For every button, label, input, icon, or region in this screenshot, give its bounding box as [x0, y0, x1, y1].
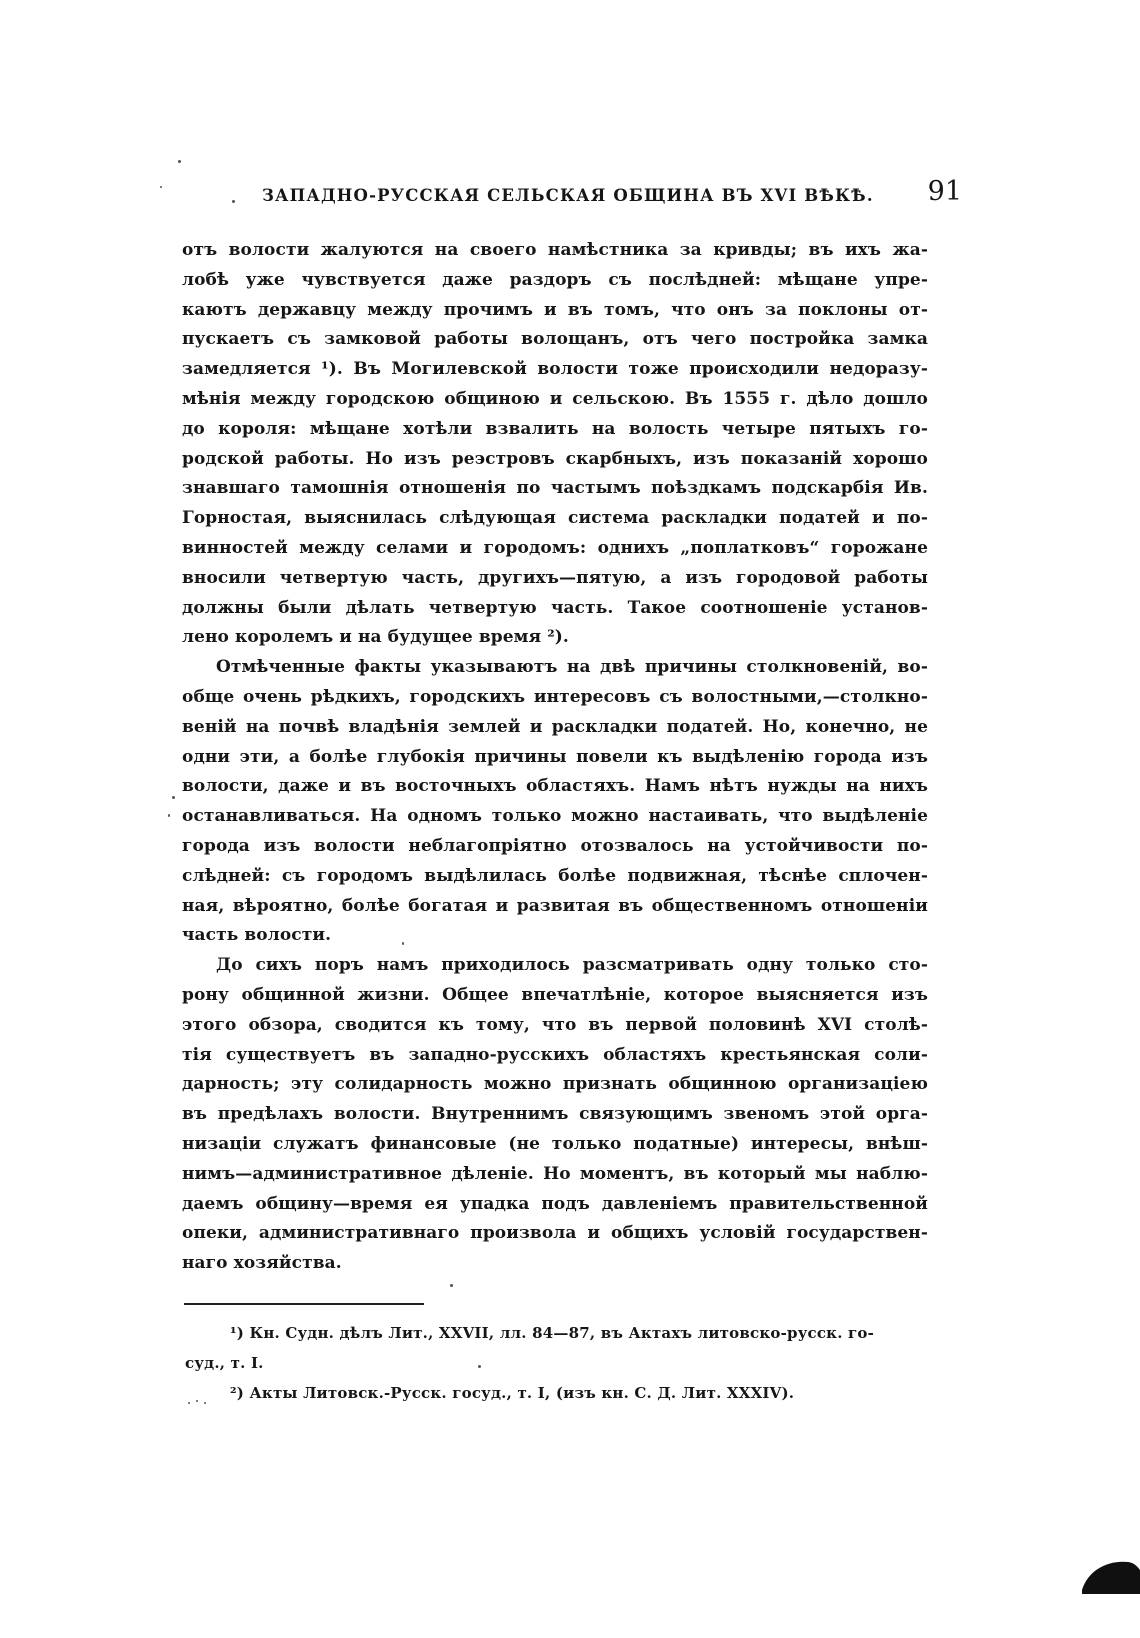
- text-line: родской работы. Но изъ реэстровъ скарбныхъ, изъ показаній хорошо: [182, 448, 928, 469]
- text-line: вносили четвертую часть, другихъ—пятую, а изъ городовой работы: [182, 567, 928, 588]
- text-line: отъ волости жалуются на своего намѣстника за кривды; въ ихъ жа-: [182, 240, 928, 260]
- text-line: мѣнія между городскою общиною и сельскою. Въ 1555 г. дѣло дошло: [182, 388, 928, 409]
- text-line: опеки, административнаго произвола и общихъ условій государствен-: [182, 1223, 928, 1244]
- text-line: дарность; эту солидарность можно признать общинною организаціею: [182, 1074, 928, 1095]
- text-line: Отмѣченные факты указываютъ на двѣ причины столкновеній, во-: [216, 657, 928, 678]
- text-line: волости, даже и въ восточныхъ областяхъ. Намъ нѣтъ нужды на нихъ: [182, 776, 928, 797]
- text-line: должны были дѣлать четвертую часть. Такое соотношеніе установ-: [182, 597, 928, 618]
- body-text: [182, 236, 928, 1279]
- text-line: каютъ державцу между прочимъ и въ томъ, что онъ за поклоны от-: [182, 299, 928, 320]
- text-line: лено королемъ и на будущее время ²).: [182, 627, 569, 648]
- text-line: останавливаться. На одномъ только можно настаивать, что выдѣленіе: [182, 806, 928, 827]
- text-line: города изъ волости неблагопріятно отозвалось на устойчивости по-: [182, 835, 928, 856]
- text-line: веній на почвѣ владѣнія землей и раскладки податей. Но, конечно, не: [182, 716, 928, 737]
- text-line: пускаетъ съ замковой работы волощанъ, отъ чего постройка замка: [182, 329, 928, 350]
- text-line: Горностая, выяснилась слѣдующая система раскладки податей и по-: [182, 508, 928, 529]
- text-line: часть волости.: [182, 925, 332, 946]
- text-line: наго хозяйства.: [182, 1253, 342, 1274]
- text-line: одни эти, а болѣе глубокія причины повели къ выдѣленію города изъ: [182, 746, 928, 767]
- text-line: До сихъ поръ намъ приходилось разсматривать одну только сто-: [216, 955, 928, 976]
- text-line: обще очень рѣдкихъ, городскихъ интересовъ съ волостными,—столкно-: [182, 686, 928, 707]
- text-line: тія существуетъ въ западно-русскихъ областяхъ крестьянская соли-: [182, 1044, 928, 1065]
- text-line: въ предѣлахъ волости. Внутреннимъ связующимъ звеномъ этой орга-: [182, 1104, 928, 1125]
- text-line: этого обзора, сводится къ тому, что въ первой половинѣ XVI столѣ-: [182, 1014, 928, 1035]
- footnote-1: ¹) Кн. Судн. дѣлъ Лит., XXVII, лл. 84—87, въ Актахъ литовско-русск. го-: [230, 1324, 875, 1342]
- text-line: до короля: мѣщане хотѣли взвалить на волость четыре пятыхъ го-: [182, 418, 928, 439]
- page-number: 91: [927, 176, 962, 207]
- thumb-mark-icon: [1078, 1548, 1140, 1594]
- text-line: рону общинной жизни. Общее впечатлѣніе, которое выясняется изъ: [182, 984, 928, 1005]
- footnote-1-continuation: суд., т. I.: [185, 1354, 264, 1372]
- footnote-2: ²) Акты Литовск.-Русск. госуд., т. I, (изъ кн. С. Д. Лит. XXXIV).: [230, 1384, 795, 1402]
- text-line: знавшаго тамошнія отношенія по частымъ поѣздкамъ подскарбія Ив.: [182, 478, 928, 499]
- text-line: слѣдней: съ городомъ выдѣлилась болѣе подвижная, тѣснѣе сплочен-: [182, 865, 928, 886]
- text-line: винностей между селами и городомъ: однихъ „поплатковъ“ горожане: [182, 537, 928, 558]
- running-title: ЗАПАДНО-РУССКАЯ СЕЛЬСКАЯ ОБЩИНА ВЪ XVI ВѢКѢ.: [262, 186, 874, 206]
- text-line: замедляется ¹). Въ Могилевской волости тоже происходили недоразу-: [182, 359, 928, 380]
- footnotes: [185, 1318, 930, 1408]
- text-line: низаціи служатъ финансовые (не только податные) интересы, внѣш-: [182, 1133, 928, 1154]
- running-header: [262, 176, 962, 216]
- footnote-rule: [184, 1303, 424, 1305]
- text-line: даемъ общину—время ея упадка подъ давленіемъ правительственной: [182, 1193, 928, 1214]
- text-line: нимъ—административное дѣленіе. Но моментъ, въ который мы наблю-: [182, 1163, 928, 1184]
- text-line: ная, вѣроятно, болѣе богатая и развитая въ общественномъ отношеніи: [182, 895, 928, 916]
- text-line: лобѣ уже чувствуется даже раздоръ съ послѣдней: мѣщане упре-: [182, 269, 928, 290]
